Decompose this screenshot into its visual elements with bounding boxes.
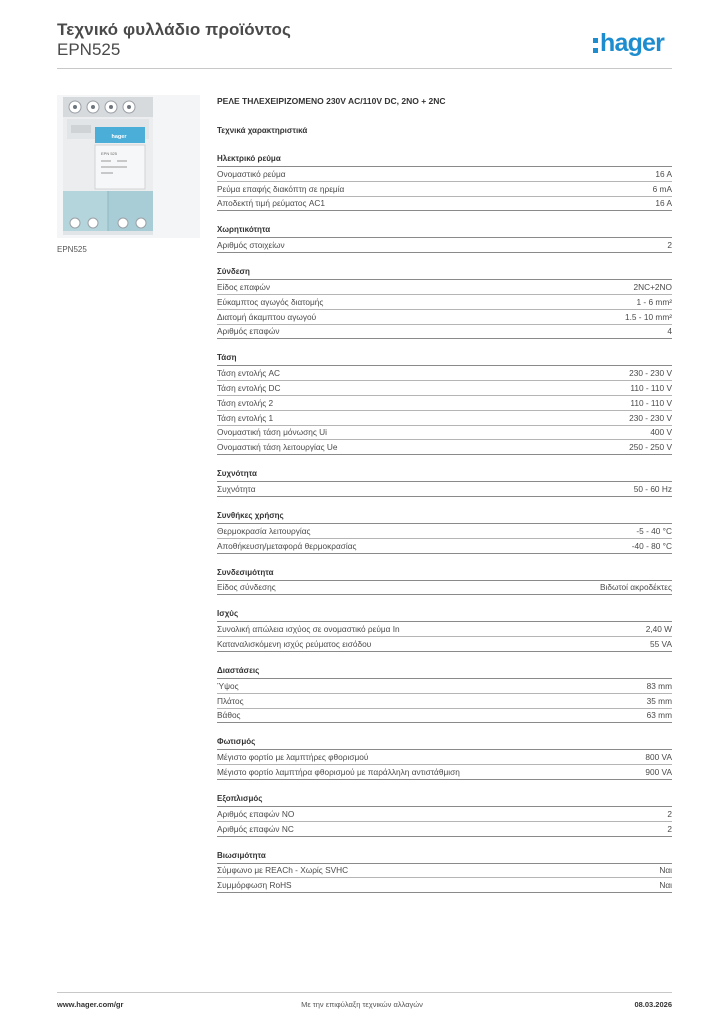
spec-row (217, 482, 672, 497)
spec-value: 83 mm (646, 680, 672, 691)
section-title: Χωρητικότητα (217, 225, 672, 238)
spec-row (217, 524, 672, 539)
spec-value: -5 - 40 °C (636, 525, 672, 536)
spec-label: Ονομαστικό ρεύμα (217, 168, 286, 179)
section-title: Ηλεκτρικό ρεύμα (217, 154, 672, 167)
spec-value: 900 VA (645, 767, 672, 778)
spec-label: Αριθμός στοιχείων (217, 240, 285, 251)
spec-label: Βάθος (217, 710, 241, 721)
section-rows (217, 622, 672, 652)
spec-row (217, 366, 672, 381)
spec-value: Ναι (659, 880, 672, 891)
section-title: Συνθήκες χρήσης (217, 511, 672, 524)
spec-row (217, 411, 672, 426)
spec-value: 2 (667, 823, 672, 834)
spec-row (217, 167, 672, 182)
spec-value: 35 mm (646, 695, 672, 706)
logo-dots-icon (593, 38, 598, 53)
spec-row (217, 750, 672, 765)
relay-front-label: EPN 525 (101, 151, 118, 156)
spec-value: 16 A (655, 198, 672, 209)
spec-label: Αποδεκτή τιμή ρεύματος AC1 (217, 198, 325, 209)
spec-label: Συχνότητα (217, 484, 256, 495)
spec-label: Είδος επαφών (217, 282, 271, 293)
section-title: Συνδεσιμότητα (217, 568, 672, 581)
spec-row (217, 622, 672, 637)
spec-row (217, 295, 672, 310)
section-title: Εξοπλισμός (217, 794, 672, 807)
footer-divider (57, 992, 672, 993)
image-caption: EPN525 (57, 245, 87, 254)
spec-value: 250 - 250 V (629, 442, 672, 453)
spec-value: 16 A (655, 168, 672, 179)
spec-row (217, 765, 672, 780)
footer-url[interactable]: www.hager.com/gr (57, 1000, 124, 1009)
logo-text: hager (600, 29, 665, 57)
product-code: EPN525 (57, 40, 121, 59)
spec-row (217, 709, 672, 724)
section-rows (217, 524, 672, 554)
spec-row (217, 182, 672, 197)
section-rows (217, 864, 672, 894)
spec-section (217, 609, 672, 652)
specs-subheading: Τεχνικά χαρακτηριστικά (217, 126, 308, 135)
spec-value: 230 - 230 V (629, 368, 672, 379)
section-title: Σύνδεση (217, 267, 672, 280)
spec-value: 1.5 - 10 mm² (624, 311, 672, 322)
spec-row (217, 878, 672, 893)
spec-label: Τάση εντολής AC (217, 368, 281, 379)
section-rows (217, 807, 672, 837)
spec-section (217, 568, 672, 596)
spec-section (217, 666, 672, 723)
spec-section (217, 511, 672, 554)
spec-row (217, 581, 672, 596)
section-rows (217, 366, 672, 455)
product-heading: ΡΕΛΕ ΤΗΛΕΧΕΙΡΙΖΟΜΕΝΟ 230V AC/110V DC, 2NO + 2NC (217, 96, 446, 106)
spec-label: Αριθμός επαφών NC (217, 823, 294, 834)
spec-row (217, 864, 672, 879)
spec-row (217, 807, 672, 822)
spec-row (217, 694, 672, 709)
document-title: Τεχνικό φυλλάδιο προϊόντος (57, 20, 291, 39)
spec-label: Σύμφωνο με REACh - Χωρίς SVHC (217, 865, 349, 876)
section-title: Φωτισμός (217, 737, 672, 750)
spec-label: Μέγιστο φορτίο λαμπτήρα φθορισμού με παράλληλη αντιστάθμιση (217, 767, 460, 778)
spec-value: 2,40 W (645, 624, 672, 635)
footer-date: 08.03.2026 (634, 1000, 672, 1009)
spec-label: Διατομή άκαμπτου αγωγού (217, 311, 317, 322)
spec-content (217, 96, 672, 893)
section-rows (217, 238, 672, 253)
spec-label: Πλάτος (217, 695, 244, 706)
spec-label: Ονομαστική τάση μόνωσης Ui (217, 427, 327, 438)
spec-row (217, 238, 672, 253)
spec-label: Αποθήκευση/μεταφορά θερμοκρασίας (217, 540, 357, 551)
spec-value: -40 - 80 °C (631, 540, 672, 551)
spec-value: 55 VA (650, 639, 672, 650)
spec-row (217, 637, 672, 652)
section-rows (217, 482, 672, 497)
section-rows (217, 581, 672, 596)
spec-label: Εύκαμπτος αγωγός διατομής (217, 296, 324, 307)
spec-row (217, 539, 672, 554)
header-divider (57, 68, 672, 69)
spec-label: Είδος σύνδεσης (217, 582, 276, 593)
section-title: Διαστάσεις (217, 666, 672, 679)
spec-section (217, 851, 672, 894)
section-title: Συχνότητα (217, 469, 672, 482)
section-title: Βιωσιμότητα (217, 851, 672, 864)
spec-value: Ναι (659, 865, 672, 876)
spec-value: 63 mm (646, 710, 672, 721)
spec-label: Ύψος (217, 680, 239, 691)
spec-label: Καταναλισκόμενη ισχύς ρεύματος εισόδου (217, 639, 372, 650)
spec-label: Θερμοκρασία λειτουργίας (217, 525, 311, 536)
section-rows (217, 679, 672, 723)
spec-section (217, 469, 672, 497)
spec-value: 1 - 6 mm² (636, 296, 672, 307)
section-rows (217, 280, 672, 339)
spec-row (217, 679, 672, 694)
spec-label: Συμμόρφωση RoHS (217, 880, 292, 891)
spec-label: Μέγιστο φορτίο με λαμπτήρες φθορισμού (217, 752, 369, 763)
spec-label: Ονομαστική τάση λειτουργίας Ue (217, 442, 338, 453)
footer-note: Με την επιφύλαξη τεχνικών αλλαγών (301, 1000, 423, 1009)
spec-value: 230 - 230 V (629, 412, 672, 423)
spec-label: Συνολική απώλεια ισχύος σε ονομαστικό ρεύμα In (217, 624, 400, 635)
svg-text:hager: hager (111, 134, 127, 140)
relay-illustration (57, 95, 200, 238)
spec-label: Τάση εντολής 1 (217, 412, 274, 423)
spec-row (217, 280, 672, 295)
spec-row (217, 440, 672, 455)
spec-value: Βιδωτοί ακροδέκτες (600, 582, 672, 593)
spec-row (217, 822, 672, 837)
spec-section (217, 737, 672, 780)
spec-label: Αριθμός επαφών NO (217, 808, 295, 819)
spec-row (217, 310, 672, 325)
spec-label: Τάση εντολής DC (217, 383, 281, 394)
spec-sections (217, 154, 672, 893)
spec-section (217, 794, 672, 837)
spec-value: 2 (667, 240, 672, 251)
spec-row (217, 426, 672, 441)
section-title: Ισχύς (217, 609, 672, 622)
section-rows (217, 750, 672, 780)
spec-row (217, 197, 672, 212)
spec-value: 4 (667, 326, 672, 337)
spec-label: Τάση εντολής 2 (217, 397, 274, 408)
hager-logo[interactable] (593, 28, 664, 58)
spec-section (217, 267, 672, 339)
spec-row (217, 396, 672, 411)
spec-value: 400 V (650, 427, 672, 438)
section-title: Τάση (217, 353, 672, 366)
spec-value: 2NC+2NO (633, 282, 672, 293)
spec-label: Ρεύμα επαφής διακόπτη σε ηρεμία (217, 183, 345, 194)
spec-section (217, 353, 672, 455)
section-rows (217, 167, 672, 211)
spec-section (217, 225, 672, 253)
spec-value: 110 - 110 V (630, 383, 672, 394)
spec-value: 2 (667, 808, 672, 819)
spec-row (217, 381, 672, 396)
spec-value: 110 - 110 V (630, 397, 672, 408)
product-image (57, 95, 200, 238)
spec-row (217, 325, 672, 340)
spec-label: Αριθμός επαφών (217, 326, 280, 337)
spec-section (217, 154, 672, 211)
spec-value: 6 mA (652, 183, 672, 194)
spec-value: 800 VA (645, 752, 672, 763)
spec-value: 50 - 60 Hz (633, 484, 672, 495)
